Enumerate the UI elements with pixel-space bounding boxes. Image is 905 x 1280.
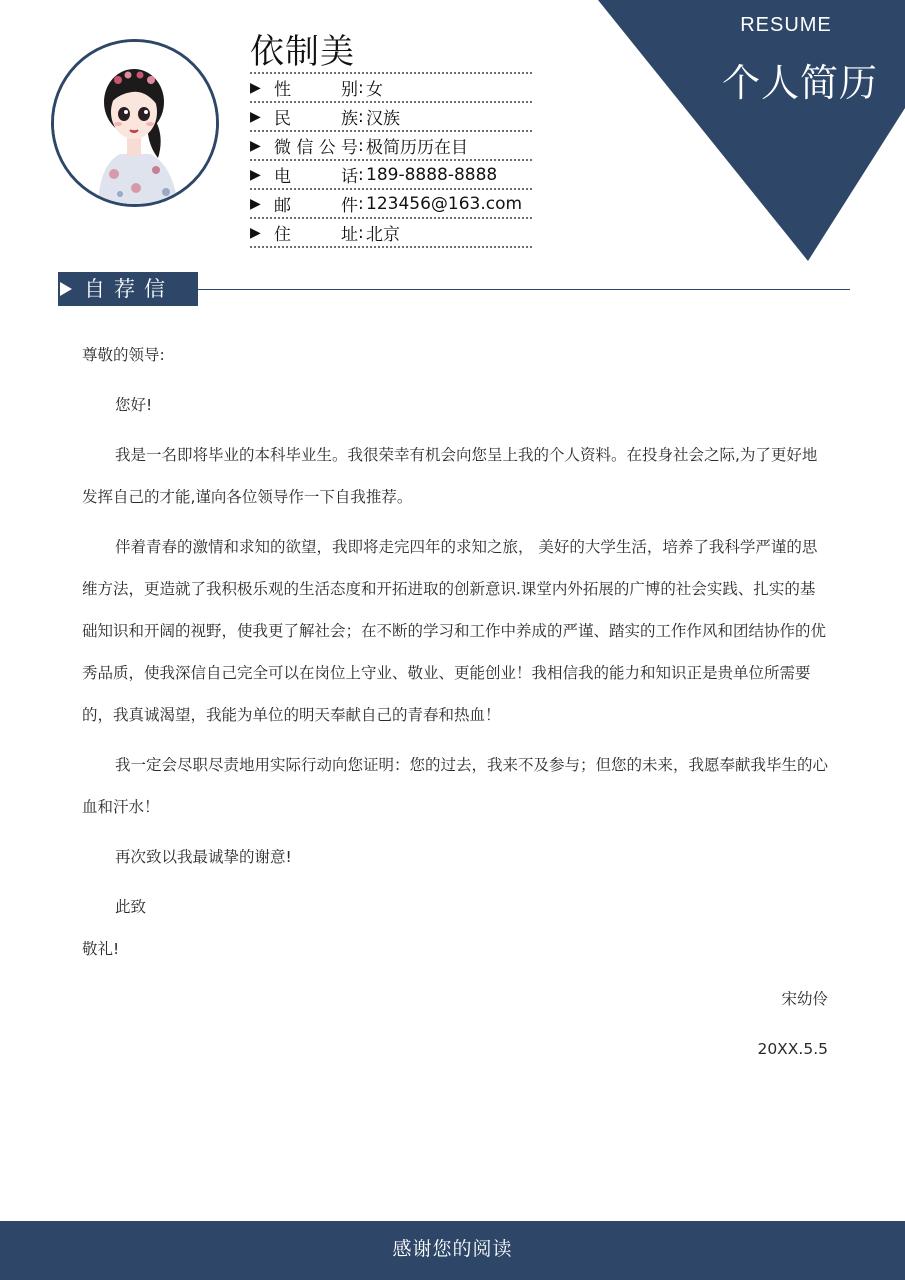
triangle-right-icon: ▶ [250,195,261,212]
letter-date: 20XX.5.5 [757,1040,828,1058]
info-label: 住址 [274,225,358,245]
section-title: 自荐信 [84,277,174,301]
letter-closing: 此致 [115,898,147,916]
letter-salutation: 尊敬的领导: [82,346,165,364]
letter-greeting: 您好! [115,396,153,414]
triangle-right-icon: ▶ [250,79,261,96]
section-header-cover-letter [58,272,850,306]
triangle-right-icon: ▶ [250,137,261,154]
info-row-email: ▶ 邮件 : 123456@163.com [250,190,532,219]
footer-text: 感谢您的阅读 [392,1238,513,1260]
info-label: 性别 [274,80,358,100]
section-divider [198,289,850,290]
cover-letter-body [82,334,828,1070]
letter-paragraph: 我是一名即将毕业的本科毕业生。我很荣幸有机会向您呈上我的个人资料。在投身社会之际,为了更好地发挥自己的才能,谨向各位领导作一下自我推荐。 [82,446,818,506]
letter-paragraph: 再次致以我最诚挚的谢意! [115,848,292,866]
info-value: 123456@163.com [366,193,523,214]
info-value: 北京 [366,225,400,245]
avatar [51,39,219,207]
footer-bar [0,1221,905,1280]
triangle-right-icon: ▶ [250,108,261,125]
resume-en-label: RESUME [740,14,832,36]
triangle-right-icon: ▶ [250,166,261,183]
candidate-name: 依制美 [250,32,355,72]
info-label: 微信公号 [274,138,358,158]
triangle-right-icon: ▶ [250,224,261,241]
info-label: 邮件 [274,196,358,216]
resume-cn-title: 个人简历 [722,61,879,105]
info-value: 极简历历在目 [366,138,468,158]
personal-info-list [250,72,532,248]
letter-signature: 宋幼伶 [781,990,828,1008]
info-value: 189-8888-8888 [366,164,498,185]
letter-paragraph: 我一定会尽职尽责地用实际行动向您证明：您的过去，我来不及参与；但您的未来，我愿奉献我毕生的心血和汗水！ [82,756,829,816]
info-row-gender: ▶ 性别 : 女 [250,72,532,103]
info-value: 女 [366,80,383,100]
letter-paragraph: 伴着青春的激情和求知的欲望，我即将走完四年的求知之旅， 美好的大学生活，培养了我科学严谨的思维方法，更造就了我积极乐观的生活态度和开拓进取的创新意识.课堂内外拓展的广博的社会实践、扎实的基础知识和开阔的视野，使我更了解社会；在不断的学习和工作中养成的严谨、踏实的工作作风和团结协作的优秀品质，使我深信自己完全可以在岗位上守业、敬业、更能创业！我相信我的能力和知识正是贵单位所需要的，我真诚渴望，我能为单位的明天奉献自己的青春和热血！ [82,538,827,724]
cartoon-girl-portrait-icon [54,42,216,204]
info-value: 汉族 [366,109,400,129]
info-row-ethnicity: ▶ 民族 : 汉族 [250,103,532,132]
info-row-address: ▶ 住址 : 北京 [250,219,532,248]
info-row-phone: ▶ 电话 : 189-8888-8888 [250,161,532,190]
letter-regards: 敬礼! [82,940,120,958]
info-label: 民族 [274,109,358,129]
info-label: 电话 [274,167,358,187]
info-row-wechat: ▶ 微信公号 : 极简历历在目 [250,132,532,161]
chevron-right-icon [60,282,74,296]
